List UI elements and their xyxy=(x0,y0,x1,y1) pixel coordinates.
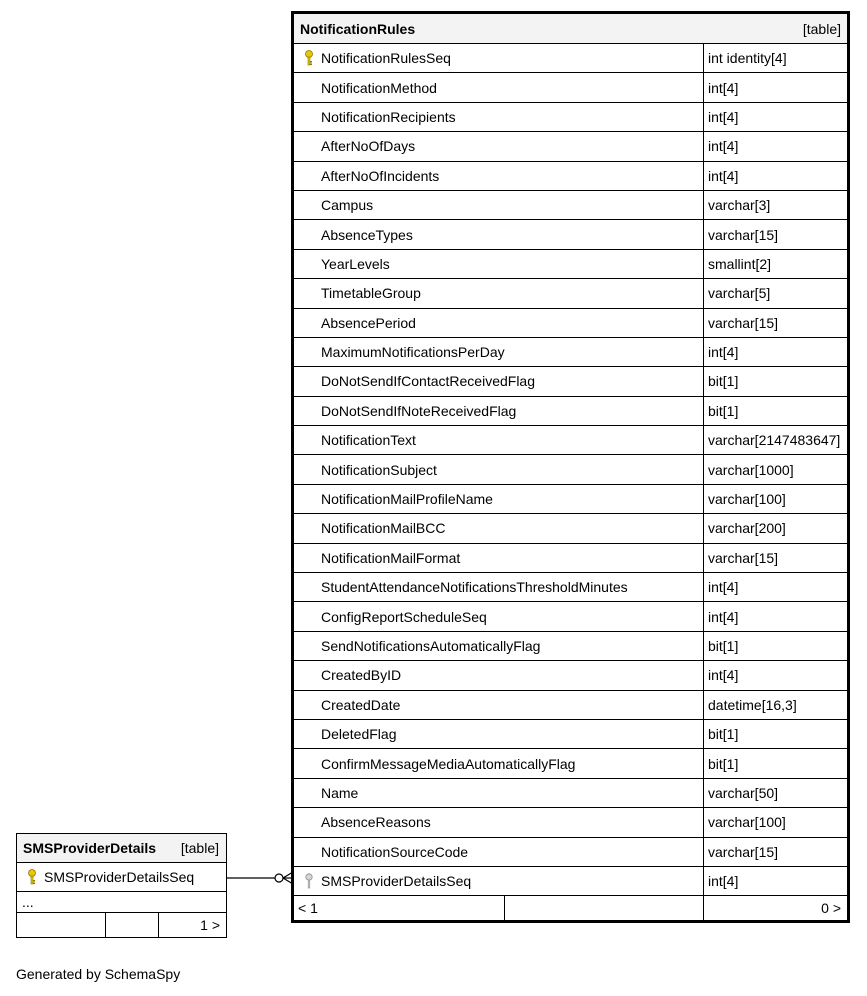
column-name: Campus xyxy=(321,197,374,214)
crow-foot-upper xyxy=(283,872,293,878)
column-name: SendNotificationsAutomaticallyFlag xyxy=(321,638,541,654)
column-type: varchar[50] xyxy=(708,784,779,801)
column-type: varchar[15] xyxy=(708,314,779,331)
column-type: varchar[200] xyxy=(708,520,786,537)
column-name: NotificationMailProfileName xyxy=(321,491,493,508)
column-name: ConfigReportScheduleSeq xyxy=(321,608,487,625)
column-name: Name xyxy=(321,784,359,801)
column-type: varchar[100] xyxy=(708,814,786,831)
zero-cardinality-circle xyxy=(275,874,283,882)
column-type: int[4] xyxy=(708,579,739,596)
column-name: AbsencePeriod xyxy=(321,314,416,331)
column-name: DoNotSendIfNoteReceivedFlag xyxy=(321,402,517,419)
column-type: datetime[16,3] xyxy=(708,696,797,713)
column-type: int[4] xyxy=(708,167,739,184)
column-name: DeletedFlag xyxy=(321,726,397,743)
table-kind: [table] xyxy=(180,840,219,856)
column-type: bit[1] xyxy=(708,755,739,772)
column-name: AbsenceReasons xyxy=(321,814,431,831)
column-type: int[4] xyxy=(708,873,739,890)
column-type: varchar[3] xyxy=(708,197,771,214)
column-type: varchar[1000] xyxy=(708,461,794,478)
more-columns-ellipsis: ... xyxy=(17,892,226,913)
column-type: varchar[15] xyxy=(708,549,779,566)
column-name: NotificationRulesSeq xyxy=(321,50,451,67)
column-type: varchar[100] xyxy=(708,491,786,508)
column-type: int[4] xyxy=(708,608,739,625)
column-type: int[4] xyxy=(708,344,739,361)
column-name: YearLevels xyxy=(321,255,390,272)
column-type: bit[1] xyxy=(708,373,739,390)
column-name: CreatedByID xyxy=(321,667,402,684)
table-kind: [table] xyxy=(802,20,841,37)
column-name: AfterNoOfDays xyxy=(321,138,416,155)
column-name: ConfirmMessageMediaAutomaticallyFlag xyxy=(321,755,576,772)
column-type: varchar[2147483647] xyxy=(708,432,841,449)
table-name: SMSProviderDetails xyxy=(23,840,157,856)
column-type: varchar[15] xyxy=(708,843,779,860)
column-name: NotificationMethod xyxy=(321,79,437,96)
column-type: smallint[2] xyxy=(708,255,772,272)
column-name: SMSProviderDetailsSeq xyxy=(44,869,195,885)
column-name: NotificationText xyxy=(321,432,416,449)
column-name: TimetableGroup xyxy=(321,285,421,302)
column-name: NotificationSubject xyxy=(321,461,437,478)
column-type: varchar[15] xyxy=(708,226,779,243)
column-name: NotificationMailFormat xyxy=(321,549,461,566)
column-type: int[4] xyxy=(708,667,739,684)
column-name: CreatedDate xyxy=(321,696,401,713)
generated-by-credit: Generated by SchemaSpy xyxy=(16,966,181,982)
column-name: NotificationRecipients xyxy=(321,108,456,125)
column-name: AfterNoOfIncidents xyxy=(321,167,440,184)
column-name: NotificationMailBCC xyxy=(321,520,446,537)
table-name: NotificationRules xyxy=(300,20,416,37)
column-type: int[4] xyxy=(708,108,739,125)
column-type: bit[1] xyxy=(708,726,739,743)
parents-link[interactable]: < 1 xyxy=(294,896,505,920)
column-type: bit[1] xyxy=(708,402,739,419)
children-link[interactable]: 1 > xyxy=(200,917,220,933)
column-name: DoNotSendIfContactReceivedFlag xyxy=(321,373,536,390)
column-type: int identity[4] xyxy=(708,50,787,67)
column-name: StudentAttendanceNotificationsThresholdMinutes xyxy=(321,579,628,596)
column-type: bit[1] xyxy=(708,638,739,654)
column-name: AbsenceTypes xyxy=(321,226,413,243)
column-name: NotificationSourceCode xyxy=(321,843,469,860)
column-name: SMSProviderDetailsSeq xyxy=(321,873,472,890)
crow-foot-lower xyxy=(283,878,293,884)
column-name: MaximumNotificationsPerDay xyxy=(321,344,505,361)
children-link[interactable]: 0 > xyxy=(821,900,841,917)
column-type: varchar[5] xyxy=(708,285,771,302)
column-type: int[4] xyxy=(708,138,739,155)
column-type: int[4] xyxy=(708,79,739,96)
